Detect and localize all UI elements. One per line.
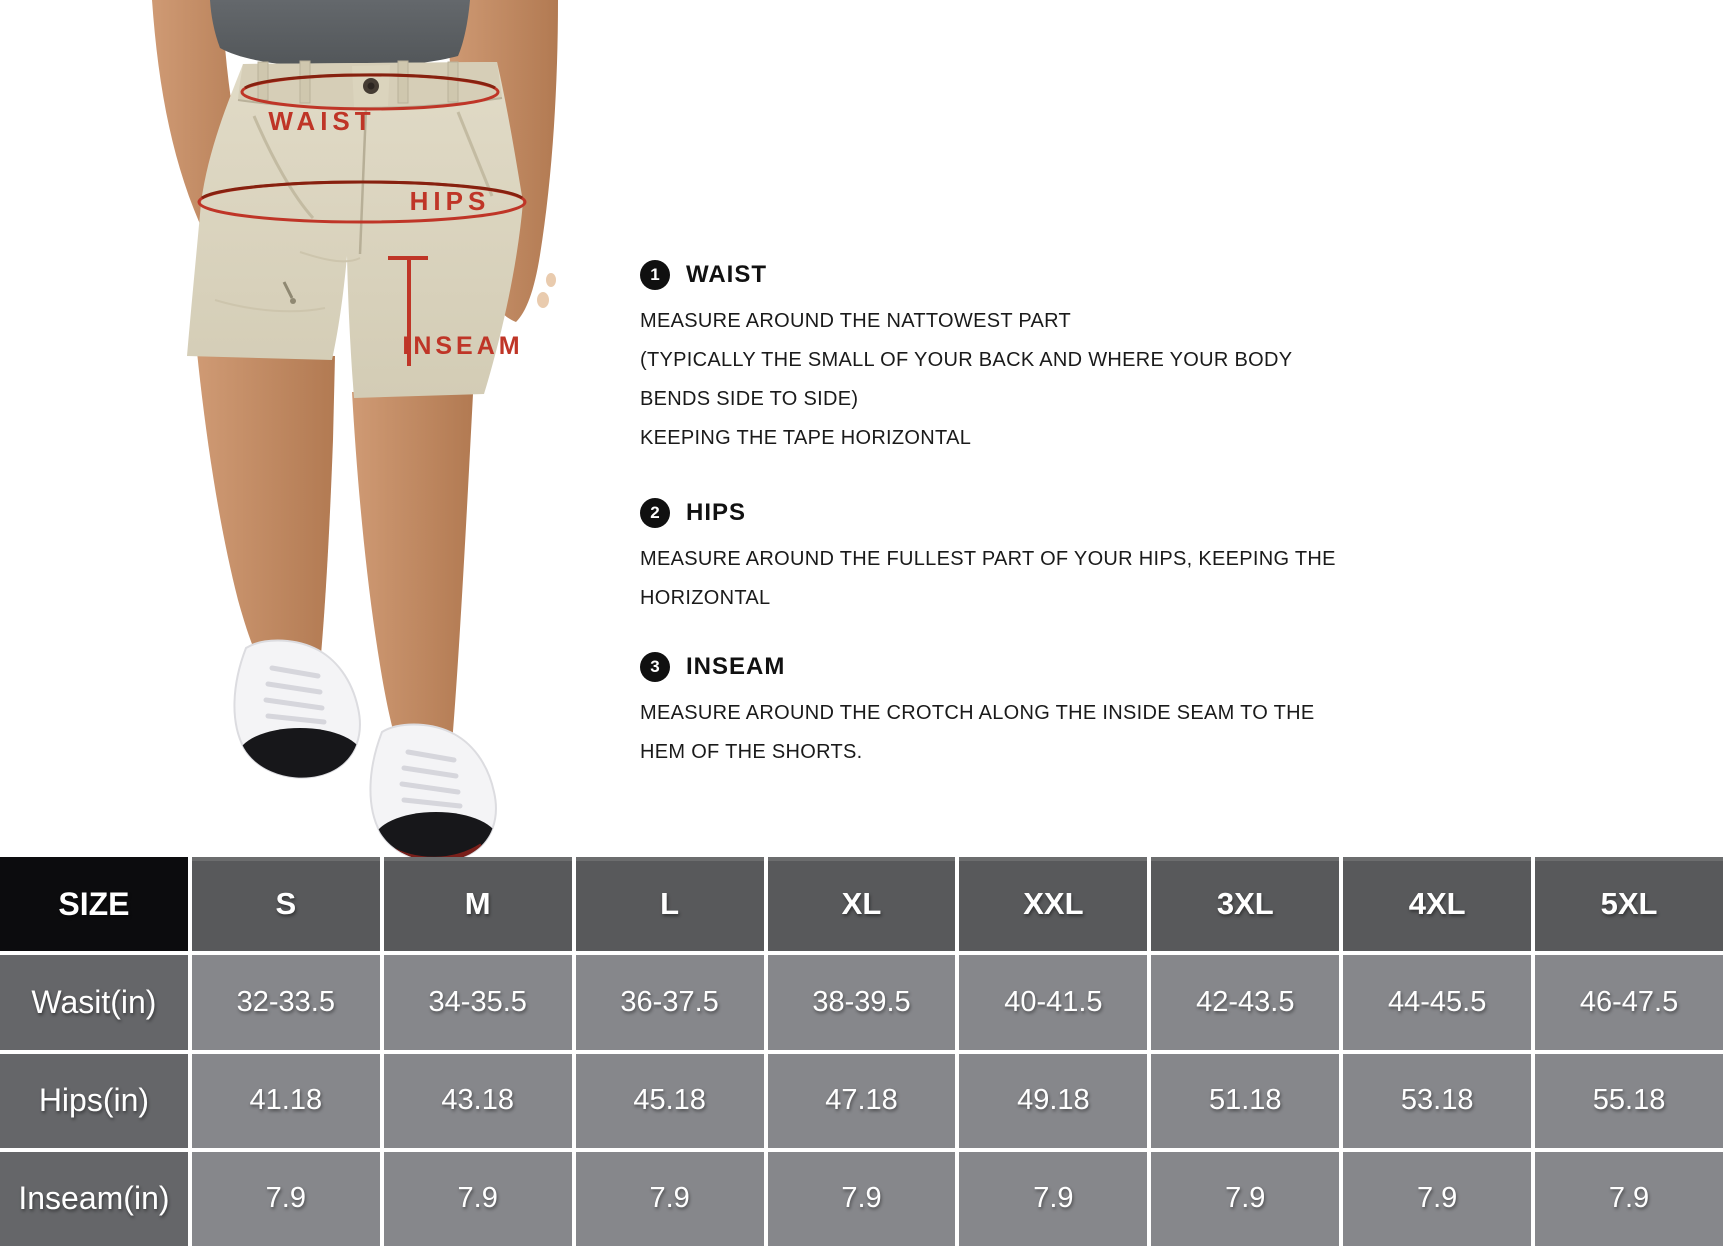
instruction-line: KEEPING THE TAPE HORIZONTAL [640, 427, 972, 449]
table-cell: 34-35.5 [384, 955, 572, 1049]
table-cell: 43.18 [384, 1054, 572, 1148]
table-header-cell: 5XL [1535, 857, 1723, 951]
table-header-cell: L [576, 857, 764, 951]
instruction-title: WAIST [686, 261, 767, 288]
fingernail [546, 273, 556, 287]
table-cell: 7.9 [1535, 1152, 1723, 1246]
fingernail [537, 292, 549, 308]
table-cell: 7.9 [1343, 1152, 1531, 1246]
table-header-cell: S [192, 857, 380, 951]
instruction-waist [640, 260, 1292, 458]
row-label-waist: Wasit(in) [0, 955, 188, 1049]
instruction-line: HORIZONTAL [640, 587, 771, 609]
table-cell: 38-39.5 [768, 955, 956, 1049]
instruction-line: MEASURE AROUND THE NATTOWEST PART [640, 310, 1072, 332]
model-figure [0, 0, 640, 860]
table-cell: 36-37.5 [576, 955, 764, 1049]
instruction-line: (TYPICALLY THE SMALL OF YOUR BACK AND WHERE YOUR BODY [640, 349, 1293, 371]
hips-annotation-label: HIPS [409, 186, 491, 216]
model-shirt [210, 0, 470, 68]
instruction-title: HIPS [686, 499, 747, 526]
table-cell: 7.9 [576, 1152, 764, 1246]
table-cell: 44-45.5 [1343, 955, 1531, 1049]
shoe-right [370, 725, 498, 861]
instruction-text [640, 540, 1336, 618]
instruction-title: INSEAM [686, 653, 786, 680]
table-header-cell: XXL [959, 857, 1147, 951]
row-label-inseam: Inseam(in) [0, 1152, 188, 1246]
instruction-text [640, 694, 1314, 772]
step-number-badge: 1 [640, 260, 670, 290]
waist-annotation-label: WAIST [268, 106, 376, 136]
table-cell: 7.9 [959, 1152, 1147, 1246]
table-cell: 51.18 [1151, 1054, 1339, 1148]
inseam-annotation-label: INSEAM [402, 332, 524, 360]
table-cell: 7.9 [768, 1152, 956, 1246]
shoe-left [234, 641, 362, 785]
table-cell: 47.18 [768, 1054, 956, 1148]
instruction-line: HEM OF THE SHORTS. [640, 741, 863, 763]
table-cell: 46-47.5 [1535, 955, 1723, 1049]
belt-loop [300, 61, 310, 103]
table-header-cell: 4XL [1343, 857, 1531, 951]
table-header-size: SIZE [0, 857, 188, 951]
table-cell: 45.18 [576, 1054, 764, 1148]
instruction-text [640, 302, 1292, 458]
size-table [0, 857, 1723, 1246]
table-cell: 49.18 [959, 1054, 1147, 1148]
step-number-badge: 3 [640, 652, 670, 682]
table-cell: 55.18 [1535, 1054, 1723, 1148]
belt-loop [398, 61, 408, 103]
table-header-cell: 3XL [1151, 857, 1339, 951]
step-number-badge: 2 [640, 498, 670, 528]
table-cell: 7.9 [192, 1152, 380, 1246]
instruction-hips [640, 498, 1336, 618]
table-cell: 7.9 [384, 1152, 572, 1246]
table-cell: 32-33.5 [192, 955, 380, 1049]
instruction-inseam [640, 652, 1314, 772]
table-cell: 41.18 [192, 1054, 380, 1148]
row-label-hips: Hips(in) [0, 1054, 188, 1148]
belt-loop [448, 62, 458, 102]
table-header-cell: XL [768, 857, 956, 951]
table-cell: 7.9 [1151, 1152, 1339, 1246]
toe-cap [238, 728, 362, 784]
instruction-line: BENDS SIDE TO SIDE) [640, 388, 859, 410]
table-cell: 42-43.5 [1151, 955, 1339, 1049]
instruction-line: MEASURE AROUND THE CROTCH ALONG THE INSIDE SEAM TO THE [640, 702, 1315, 724]
table-header-cell: M [384, 857, 572, 951]
instruction-line: MEASURE AROUND THE FULLEST PART OF YOUR HIPS, KEEPING THE [640, 548, 1336, 570]
table-cell: 53.18 [1343, 1054, 1531, 1148]
table-cell: 40-41.5 [959, 955, 1147, 1049]
